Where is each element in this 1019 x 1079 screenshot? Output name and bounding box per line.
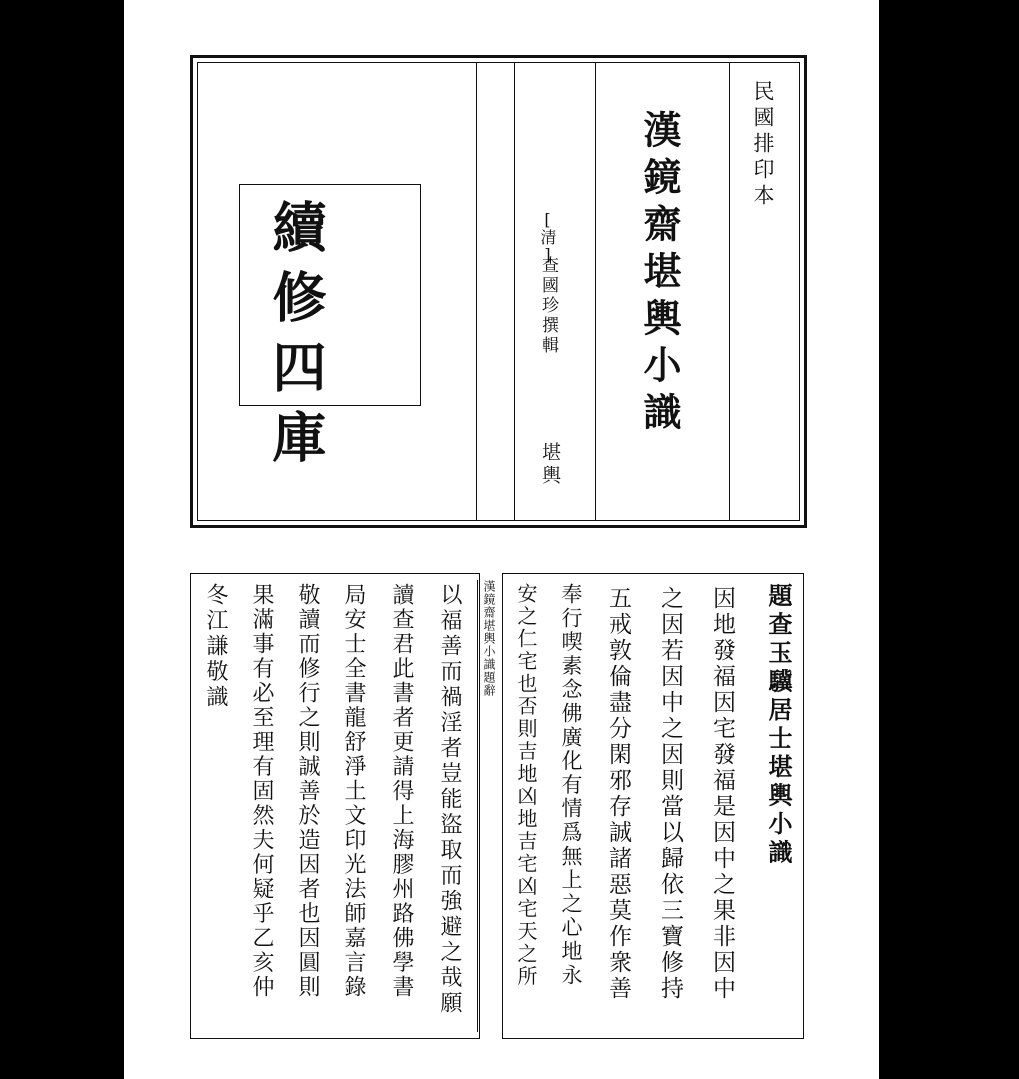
preface-column: 奉行喫素念佛廣化有情爲無上之心地永 xyxy=(559,583,583,988)
preface-column: 因地發福因宅發福是因中之果非因中 xyxy=(709,586,735,1002)
preface-side-label: 漢鏡齋堪輿小識題辭 xyxy=(482,580,496,697)
series-seal xyxy=(239,184,421,479)
edition-label: 民國排印本 xyxy=(751,80,775,210)
cover-divider xyxy=(595,62,596,521)
cover-divider xyxy=(476,62,477,521)
preface-column: 以福善而禍淫者豈能盜取而強避之哉願 xyxy=(437,583,462,1017)
author-label: 查國珍撰輯 xyxy=(538,256,558,356)
preface-column: 果滿事有必至理有固然夫何疑乎乙亥仲 xyxy=(249,583,274,1000)
dynasty-label: [清] xyxy=(538,210,557,264)
preface-column: 五戒敦倫盡分閑邪存誠諸惡莫作衆善 xyxy=(605,586,631,1002)
preface-column: 敬讀而修行之則誠善於造因者也因圓則 xyxy=(295,583,320,1000)
series-seal-text: 續修四庫 xyxy=(264,199,328,479)
preface-column: 之因若因中之因則當以歸依三寶修持 xyxy=(657,586,683,1002)
cover-divider xyxy=(729,62,730,521)
preface-right-frame xyxy=(502,573,804,1039)
preface-column: 題查玉驥居士堪輿小識 xyxy=(764,583,793,868)
preface-side-rule xyxy=(477,580,478,1032)
preface-column: 冬江謙敬識 xyxy=(203,583,228,711)
preface-column: 局安士全書龍舒淨土文印光法師嘉言錄 xyxy=(341,583,366,1000)
cover-divider xyxy=(514,62,515,521)
preface-column: 讀查君此書者更請得上海膠州路佛學書 xyxy=(389,583,414,1000)
preface-column: 安之仁宅也否則吉地凶地吉宅凶宅天之所 xyxy=(514,583,538,988)
category-label: 堪輿 xyxy=(539,442,561,488)
scanned-page xyxy=(124,0,879,1079)
book-title: 漢鏡齋堪輿小識 xyxy=(637,110,682,439)
